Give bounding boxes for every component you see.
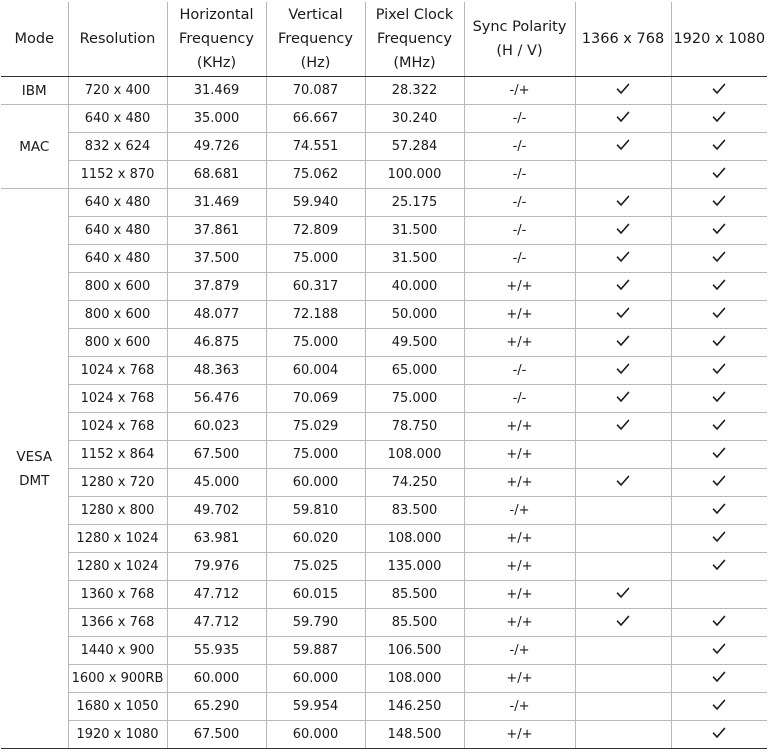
vertical-frequency-cell: 70.069 (266, 385, 365, 413)
sync-polarity-cell: +/+ (464, 329, 575, 357)
checkmark-icon (712, 306, 726, 320)
support-1366-cell (575, 581, 671, 609)
pixel-clock-cell: 28.322 (365, 77, 464, 105)
support-1920-cell (671, 609, 767, 637)
header-horizontal-frequency: Horizontal Frequency (KHz) (167, 2, 266, 77)
pixel-clock-cell: 40.000 (365, 273, 464, 301)
horizontal-frequency-cell: 37.500 (167, 245, 266, 273)
mode-label: MAC (19, 138, 50, 155)
vertical-frequency-cell: 60.000 (266, 665, 365, 693)
sync-polarity-cell: +/+ (464, 301, 575, 329)
checkmark-icon (712, 166, 726, 180)
header-mode: Mode (1, 2, 68, 77)
pixel-clock-cell: 78.750 (365, 413, 464, 441)
checkmark-icon (712, 222, 726, 236)
sync-polarity-cell: -/- (464, 189, 575, 217)
horizontal-frequency-cell: 49.726 (167, 133, 266, 161)
vertical-frequency-cell: 60.020 (266, 525, 365, 553)
mode-label: VESA (16, 448, 53, 465)
horizontal-frequency-cell: 60.000 (167, 665, 266, 693)
table-row (1, 553, 767, 581)
support-1366-cell (575, 609, 671, 637)
horizontal-frequency-cell: 63.981 (167, 525, 266, 553)
support-1366-cell (575, 469, 671, 497)
vertical-frequency-cell: 60.004 (266, 357, 365, 385)
resolution-cell: 1360 x 768 (68, 581, 167, 609)
vertical-frequency-cell: 72.809 (266, 217, 365, 245)
sync-polarity-cell: +/+ (464, 273, 575, 301)
vertical-frequency-cell: 75.000 (266, 329, 365, 357)
checkmark-icon (712, 558, 726, 572)
mode-label: DMT (19, 472, 50, 489)
horizontal-frequency-cell: 35.000 (167, 105, 266, 133)
support-1366-cell (575, 665, 671, 693)
checkmark-icon (712, 418, 726, 432)
vertical-frequency-cell: 60.015 (266, 581, 365, 609)
header-row (1, 2, 767, 77)
mode-cell (1, 77, 68, 105)
support-1920-cell (671, 413, 767, 441)
sync-polarity-cell: +/+ (464, 525, 575, 553)
pixel-clock-cell: 57.284 (365, 133, 464, 161)
vertical-frequency-cell: 59.887 (266, 637, 365, 665)
support-1366-cell (575, 273, 671, 301)
checkmark-icon (616, 110, 630, 124)
vertical-frequency-cell: 59.940 (266, 189, 365, 217)
support-1366-cell (575, 189, 671, 217)
pixel-clock-cell: 83.500 (365, 497, 464, 525)
support-1366-cell (575, 245, 671, 273)
support-1366-cell (575, 693, 671, 721)
horizontal-frequency-cell: 45.000 (167, 469, 266, 497)
checkmark-icon (616, 82, 630, 96)
checkmark-icon (712, 82, 726, 96)
pixel-clock-cell: 85.500 (365, 581, 464, 609)
pixel-clock-cell: 75.000 (365, 385, 464, 413)
table-row (1, 637, 767, 665)
support-1920-cell (671, 637, 767, 665)
checkmark-icon (616, 390, 630, 404)
horizontal-frequency-cell: 49.702 (167, 497, 266, 525)
vertical-frequency-cell: 66.667 (266, 105, 365, 133)
horizontal-frequency-cell: 67.500 (167, 441, 266, 469)
horizontal-frequency-cell: 37.879 (167, 273, 266, 301)
support-1920-cell (671, 273, 767, 301)
vertical-frequency-cell: 59.810 (266, 497, 365, 525)
resolution-cell: 640 x 480 (68, 245, 167, 273)
pixel-clock-cell: 31.500 (365, 217, 464, 245)
sync-polarity-cell: +/+ (464, 441, 575, 469)
support-1920-cell (671, 77, 767, 105)
support-1366-cell (575, 441, 671, 469)
support-1366-cell (575, 105, 671, 133)
sync-polarity-cell: -/- (464, 245, 575, 273)
support-1366-cell (575, 553, 671, 581)
sync-polarity-cell: +/+ (464, 469, 575, 497)
support-1920-cell (671, 665, 767, 693)
support-1920-cell (671, 105, 767, 133)
support-1920-cell (671, 161, 767, 189)
resolution-cell: 1024 x 768 (68, 357, 167, 385)
table-row (1, 77, 767, 105)
support-1920-cell (671, 721, 767, 749)
support-1366-cell (575, 413, 671, 441)
table-row (1, 189, 767, 217)
vertical-frequency-cell: 60.000 (266, 469, 365, 497)
horizontal-frequency-cell: 67.500 (167, 721, 266, 749)
sync-polarity-cell: -/+ (464, 637, 575, 665)
table-row (1, 273, 767, 301)
mode-cell (1, 105, 68, 189)
horizontal-frequency-cell: 60.023 (167, 413, 266, 441)
header-resolution: Resolution (68, 2, 167, 77)
resolution-cell: 1152 x 864 (68, 441, 167, 469)
sync-polarity-cell: -/- (464, 385, 575, 413)
table-row (1, 161, 767, 189)
checkmark-icon (712, 726, 726, 740)
checkmark-icon (616, 222, 630, 236)
table-row (1, 525, 767, 553)
table-row (1, 441, 767, 469)
horizontal-frequency-cell: 56.476 (167, 385, 266, 413)
support-1366-cell (575, 329, 671, 357)
vertical-frequency-cell: 75.029 (266, 413, 365, 441)
resolution-cell: 1024 x 768 (68, 385, 167, 413)
resolution-cell: 640 x 480 (68, 189, 167, 217)
resolution-cell: 1280 x 800 (68, 497, 167, 525)
table-row (1, 581, 767, 609)
checkmark-icon (712, 698, 726, 712)
pixel-clock-cell: 65.000 (365, 357, 464, 385)
checkmark-icon (712, 362, 726, 376)
sync-polarity-cell: +/+ (464, 665, 575, 693)
table-row (1, 133, 767, 161)
resolution-cell: 1366 x 768 (68, 609, 167, 637)
header-sync-polarity: Sync Polarity (H / V) (464, 2, 575, 77)
pixel-clock-cell: 25.175 (365, 189, 464, 217)
table-row (1, 245, 767, 273)
pixel-clock-cell: 135.000 (365, 553, 464, 581)
support-1366-cell (575, 385, 671, 413)
support-1920-cell (671, 497, 767, 525)
checkmark-icon (616, 474, 630, 488)
resolution-cell: 720 x 400 (68, 77, 167, 105)
vertical-frequency-cell: 74.551 (266, 133, 365, 161)
resolution-cell: 1600 x 900RB (68, 665, 167, 693)
resolution-cell: 1280 x 1024 (68, 553, 167, 581)
checkmark-icon (712, 642, 726, 656)
sync-polarity-cell: -/- (464, 133, 575, 161)
support-1920-cell (671, 329, 767, 357)
checkmark-icon (616, 278, 630, 292)
table-row (1, 469, 767, 497)
resolution-cell: 1024 x 768 (68, 413, 167, 441)
checkmark-icon (616, 362, 630, 376)
table-row (1, 609, 767, 637)
table-row (1, 413, 767, 441)
checkmark-icon (616, 306, 630, 320)
support-1920-cell (671, 357, 767, 385)
checkmark-icon (712, 278, 726, 292)
pixel-clock-cell: 50.000 (365, 301, 464, 329)
sync-polarity-cell: -/- (464, 105, 575, 133)
resolution-cell: 832 x 624 (68, 133, 167, 161)
checkmark-icon (712, 194, 726, 208)
vertical-frequency-cell: 75.000 (266, 441, 365, 469)
mode-cell (1, 189, 68, 749)
sync-polarity-cell: +/+ (464, 413, 575, 441)
table-row (1, 105, 767, 133)
horizontal-frequency-cell: 31.469 (167, 77, 266, 105)
sync-polarity-cell: -/- (464, 161, 575, 189)
vertical-frequency-cell: 60.000 (266, 721, 365, 749)
horizontal-frequency-cell: 68.681 (167, 161, 266, 189)
sync-polarity-cell: -/+ (464, 77, 575, 105)
horizontal-frequency-cell: 65.290 (167, 693, 266, 721)
checkmark-icon (616, 194, 630, 208)
checkmark-icon (616, 250, 630, 264)
pixel-clock-cell: 106.500 (365, 637, 464, 665)
checkmark-icon (616, 138, 630, 152)
support-1366-cell (575, 721, 671, 749)
support-1920-cell (671, 693, 767, 721)
checkmark-icon (712, 670, 726, 684)
sync-polarity-cell: -/+ (464, 497, 575, 525)
resolution-cell: 800 x 600 (68, 301, 167, 329)
pixel-clock-cell: 108.000 (365, 441, 464, 469)
horizontal-frequency-cell: 48.077 (167, 301, 266, 329)
pixel-clock-cell: 100.000 (365, 161, 464, 189)
timing-table (1, 2, 767, 749)
vertical-frequency-cell: 59.954 (266, 693, 365, 721)
mode-label: IBM (21, 82, 47, 99)
checkmark-icon (712, 250, 726, 264)
support-1366-cell (575, 77, 671, 105)
sync-polarity-cell: -/- (464, 357, 575, 385)
table-row (1, 665, 767, 693)
pixel-clock-cell: 31.500 (365, 245, 464, 273)
vertical-frequency-cell: 75.025 (266, 553, 365, 581)
table-row (1, 217, 767, 245)
checkmark-icon (712, 530, 726, 544)
pixel-clock-cell: 108.000 (365, 525, 464, 553)
pixel-clock-cell: 85.500 (365, 609, 464, 637)
sync-polarity-cell: +/+ (464, 609, 575, 637)
resolution-cell: 1680 x 1050 (68, 693, 167, 721)
support-1366-cell (575, 357, 671, 385)
support-1920-cell (671, 133, 767, 161)
support-1920-cell (671, 469, 767, 497)
sync-polarity-cell: +/+ (464, 553, 575, 581)
resolution-cell: 640 x 480 (68, 105, 167, 133)
support-1366-cell (575, 497, 671, 525)
vertical-frequency-cell: 59.790 (266, 609, 365, 637)
checkmark-icon (712, 502, 726, 516)
header-1366x768: 1366 x 768 (575, 2, 671, 77)
checkmark-icon (616, 334, 630, 348)
resolution-cell: 1440 x 900 (68, 637, 167, 665)
support-1920-cell (671, 581, 767, 609)
header-1920x1080: 1920 x 1080 (671, 2, 767, 77)
horizontal-frequency-cell: 37.861 (167, 217, 266, 245)
checkmark-icon (712, 474, 726, 488)
horizontal-frequency-cell: 55.935 (167, 637, 266, 665)
table-row (1, 329, 767, 357)
header-vertical-frequency: Vertical Frequency (Hz) (266, 2, 365, 77)
horizontal-frequency-cell: 46.875 (167, 329, 266, 357)
table-row (1, 497, 767, 525)
vertical-frequency-cell: 75.000 (266, 245, 365, 273)
support-1366-cell (575, 217, 671, 245)
pixel-clock-cell: 30.240 (365, 105, 464, 133)
resolution-cell: 640 x 480 (68, 217, 167, 245)
resolution-cell: 1920 x 1080 (68, 721, 167, 749)
support-1366-cell (575, 637, 671, 665)
table-row (1, 357, 767, 385)
pixel-clock-cell: 108.000 (365, 665, 464, 693)
table-row (1, 693, 767, 721)
support-1366-cell (575, 525, 671, 553)
support-1920-cell (671, 245, 767, 273)
horizontal-frequency-cell: 79.976 (167, 553, 266, 581)
checkmark-icon (712, 334, 726, 348)
support-1920-cell (671, 217, 767, 245)
table-row (1, 385, 767, 413)
vertical-frequency-cell: 75.062 (266, 161, 365, 189)
checkmark-icon (712, 110, 726, 124)
support-1366-cell (575, 301, 671, 329)
checkmark-icon (712, 138, 726, 152)
support-1920-cell (671, 525, 767, 553)
vertical-frequency-cell: 70.087 (266, 77, 365, 105)
support-1920-cell (671, 189, 767, 217)
sync-polarity-cell: +/+ (464, 721, 575, 749)
table-body (1, 77, 767, 749)
table-row (1, 301, 767, 329)
support-1920-cell (671, 385, 767, 413)
horizontal-frequency-cell: 47.712 (167, 581, 266, 609)
sync-polarity-cell: -/- (464, 217, 575, 245)
pixel-clock-cell: 148.500 (365, 721, 464, 749)
resolution-cell: 1152 x 870 (68, 161, 167, 189)
header-pixel-clock: Pixel Clock Frequency (MHz) (365, 2, 464, 77)
resolution-cell: 1280 x 720 (68, 469, 167, 497)
support-1920-cell (671, 441, 767, 469)
sync-polarity-cell: -/+ (464, 693, 575, 721)
sync-polarity-cell: +/+ (464, 581, 575, 609)
checkmark-icon (712, 390, 726, 404)
horizontal-frequency-cell: 47.712 (167, 609, 266, 637)
checkmark-icon (712, 446, 726, 460)
checkmark-icon (616, 614, 630, 628)
pixel-clock-cell: 146.250 (365, 693, 464, 721)
horizontal-frequency-cell: 48.363 (167, 357, 266, 385)
resolution-cell: 800 x 600 (68, 273, 167, 301)
resolution-cell: 800 x 600 (68, 329, 167, 357)
pixel-clock-cell: 49.500 (365, 329, 464, 357)
horizontal-frequency-cell: 31.469 (167, 189, 266, 217)
pixel-clock-cell: 74.250 (365, 469, 464, 497)
vertical-frequency-cell: 72.188 (266, 301, 365, 329)
resolution-cell: 1280 x 1024 (68, 525, 167, 553)
checkmark-icon (616, 586, 630, 600)
table-row (1, 721, 767, 749)
vertical-frequency-cell: 60.317 (266, 273, 365, 301)
support-1920-cell (671, 301, 767, 329)
support-1366-cell (575, 161, 671, 189)
support-1920-cell (671, 553, 767, 581)
checkmark-icon (712, 614, 726, 628)
checkmark-icon (616, 418, 630, 432)
support-1366-cell (575, 133, 671, 161)
